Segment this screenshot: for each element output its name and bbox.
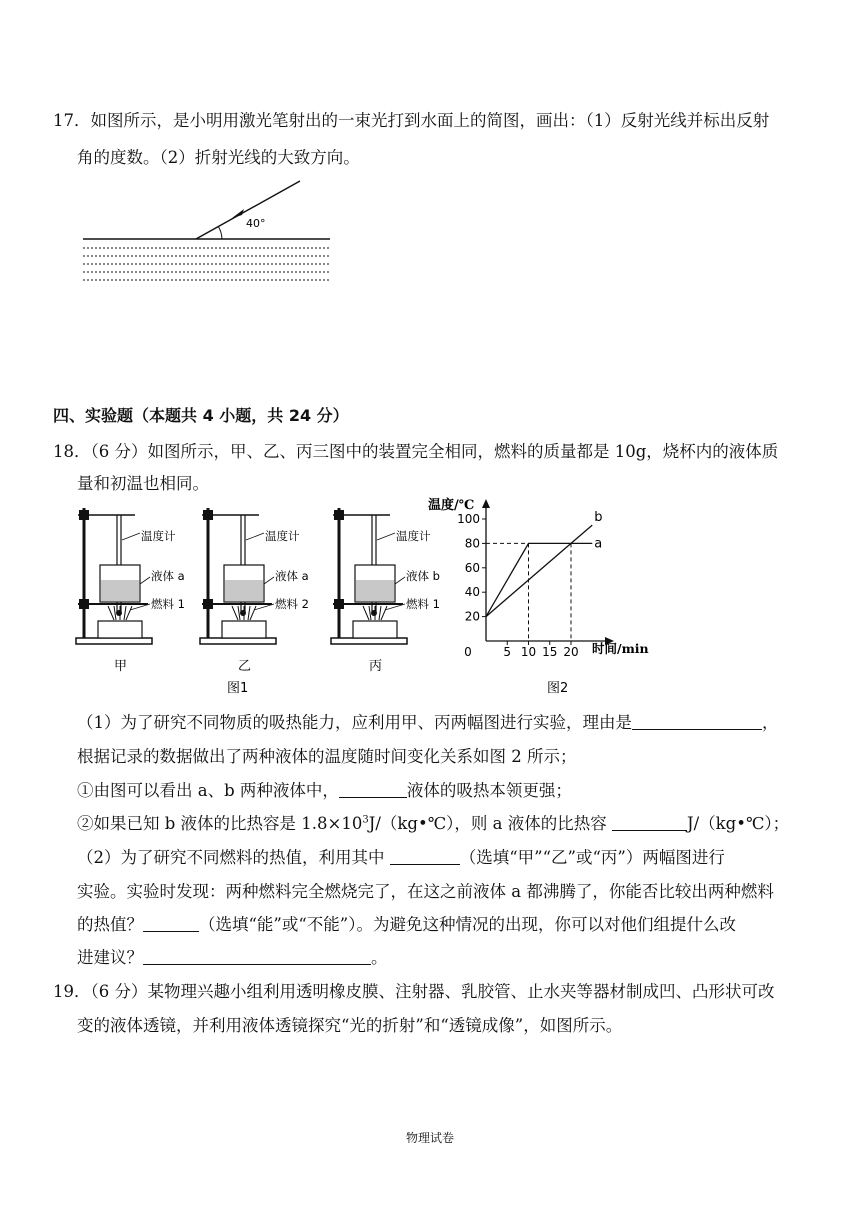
q18-p2b: 液体的吸热本领更强； — [406, 781, 572, 800]
caption: 丙 — [369, 659, 383, 674]
thermo-label: 温度计 — [265, 529, 300, 543]
y-tick-label: 100 — [457, 512, 480, 526]
q18-p7a: 进建议？ — [77, 948, 143, 967]
x-tick-label: 0 — [464, 645, 472, 659]
fig2-label: 图2 — [547, 681, 569, 696]
x-tick-label: 10 — [520, 645, 537, 659]
y-tick-label: 60 — [464, 560, 480, 575]
q18-p2-line — [77, 777, 572, 801]
series-b-label: b — [594, 510, 603, 526]
thermo-label: 温度计 — [396, 529, 431, 543]
y-axis-label: 温度/℃ — [428, 498, 475, 513]
q18-p3b: J/（kg•℃），则 a 液体的比热容 — [368, 814, 607, 833]
angle-arc — [218, 226, 222, 239]
caption: 甲 — [114, 659, 128, 674]
q18-p6b: （选填“能”或“不能”）。为避免这种情况的出现，你可以对他们组提什么改 — [199, 915, 736, 934]
liquid-label: 液体 b — [406, 569, 440, 583]
liquid-label: 液体 a — [275, 569, 309, 583]
q18-p1a: （1）为了研究不同物质的吸热能力，应利用甲、丙两幅图进行实验，理由是 — [77, 713, 632, 732]
q18-line2: 量和初温也相同。 — [77, 474, 209, 493]
q17-line2: 角的度数。（2）折射光线的大致方向。 — [77, 148, 360, 167]
x-tick-label: 15 — [542, 645, 558, 659]
blank-suggestion[interactable] — [143, 949, 371, 965]
q18-p3-line — [77, 810, 789, 834]
fuel-label: 燃料 2 — [275, 597, 309, 611]
q19-line1: 19．（6 分）某物理兴趣小组利用透明橡皮膜、注射器、乳胶管、止水夹等器材制成凹、凸形状可改 — [53, 982, 775, 1001]
blank-liquid[interactable] — [339, 782, 407, 798]
blank-figures[interactable] — [390, 849, 460, 865]
blank-can-compare[interactable] — [143, 916, 199, 932]
ray-arrow — [232, 209, 244, 218]
fig2-chart — [428, 495, 660, 696]
q18-p3sup: 3 — [362, 814, 369, 826]
apparatus-bing — [331, 508, 440, 674]
thermo-label: 温度计 — [141, 529, 176, 543]
series-a-label: a — [594, 536, 603, 552]
q18-p2a: ①由图可以看出 a、b 两种液体中， — [77, 781, 339, 800]
blank-heat-capacity[interactable] — [612, 815, 687, 831]
angle-label: 40° — [246, 217, 266, 230]
x-tick-label: 5 — [503, 645, 512, 659]
q18-p4-line — [77, 844, 725, 868]
q18-p4a: （2）为了研究不同燃料的热值，利用其中 — [77, 848, 385, 867]
fig1-apparatus — [70, 500, 490, 700]
x-tick-label: 20 — [563, 645, 579, 659]
q18-p3a: ②如果已知 b 液体的比热容是 1.8×10 — [77, 814, 363, 833]
q18-p6a: 的热值？ — [77, 915, 143, 934]
q18-p4b: （选填“甲”“乙”或“丙”）两幅图进行 — [459, 848, 725, 867]
fuel-label: 燃料 1 — [406, 597, 440, 611]
page-footer: 物理试卷 — [405, 1131, 454, 1145]
apparatus-yi — [200, 508, 309, 674]
liquid-label: 液体 a — [151, 569, 185, 583]
series-b-line — [486, 525, 592, 617]
fuel-label: 燃料 1 — [151, 597, 185, 611]
blank-reason[interactable] — [632, 714, 762, 730]
caption: 乙 — [238, 659, 252, 674]
series-a-line — [486, 543, 592, 616]
y-tick-label: 80 — [464, 536, 480, 551]
q18-p5: 实验。实验时发现：两种燃料完全燃烧完了，在这之前液体 a 都沸腾了，你能否比较出两种燃料 — [77, 882, 774, 901]
x-axis-label: 时间/min — [592, 641, 649, 656]
q17-line1: 17．如图所示，是小明用激光笔射出的一束光打到水面上的简图，画出：（1）反射光线并标出反射 — [53, 111, 770, 130]
apparatus-jia — [76, 508, 185, 674]
q18-p1a-line — [77, 709, 779, 733]
q18-p1a-end: ， — [762, 713, 779, 732]
q18-p6-line — [77, 911, 736, 935]
section-title: 四、实验题（本题共 4 小题，共 24 分） — [53, 406, 349, 425]
q19-line2: 变的液体透镜，并利用液体透镜探究“光的折射”和“透镜成像”，如图所示。 — [77, 1016, 623, 1035]
y-tick-label: 40 — [464, 585, 480, 600]
y-axis-arrow — [482, 499, 490, 508]
incident-ray — [196, 181, 300, 239]
q18-p3c: J/（kg•℃）； — [687, 814, 790, 833]
q18-p1b: 根据记录的数据做出了两种液体的温度随时间变化关系如图 2 所示； — [77, 747, 577, 766]
q18-p7-line — [77, 944, 388, 968]
q18-p7b: 。 — [371, 948, 388, 967]
q18-line1: 18．（6 分）如图所示，甲、乙、丙三图中的装置完全相同，燃料的质量都是 10g，烧杯内的液体质 — [53, 442, 779, 461]
fig1-label: 图1 — [227, 681, 249, 696]
y-tick-label: 20 — [464, 609, 480, 624]
